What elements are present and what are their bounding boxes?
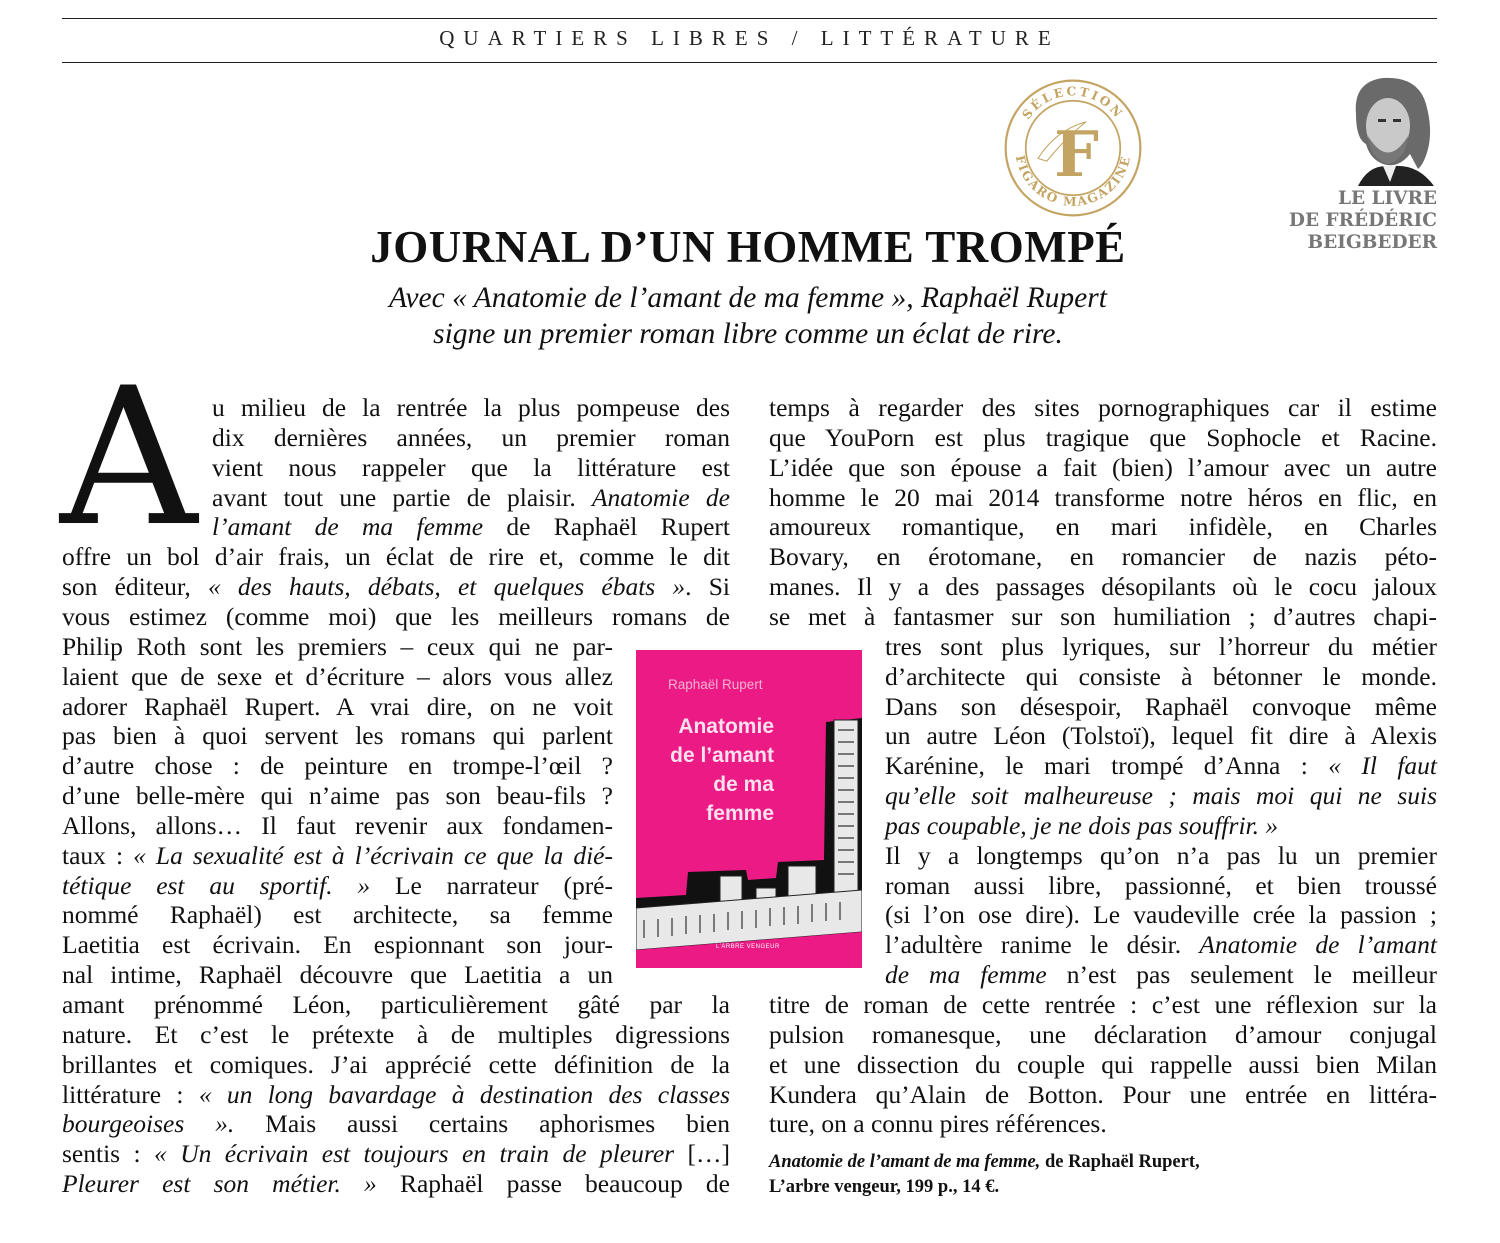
right-column-line	[769, 602, 1437, 631]
right-column-line	[769, 453, 1437, 482]
drop-cap: A	[60, 347, 198, 568]
text-run: l’adultère ranime le désir.	[885, 930, 1200, 960]
text-run: de Raphaël Rupert	[483, 512, 730, 542]
text-run: n’est pas seulement le meilleur	[1046, 960, 1437, 990]
text-run: d’autre chose : de peinture en trompe-l’œil ?	[62, 751, 613, 781]
text-run: homme le 20 mai 2014 transforme notre héros en flic, en	[769, 482, 1437, 512]
cover-title-line: Anatomie	[678, 715, 774, 738]
text-run: Bovary, en érotomane, en romancier de nazis péto-	[769, 542, 1437, 572]
text-run: . Si	[685, 572, 730, 602]
section-rubric: QUARTIERS LIBRES / LITTÉRATURE	[439, 26, 1060, 50]
italic-text-run: de ma femme	[885, 960, 1047, 990]
italic-text-run: qu’elle soit malheureuse ; mais moi qui ne suis	[885, 781, 1437, 811]
right-column-line	[769, 1109, 1437, 1138]
italic-text-run: « un long bavardage à destination des classes	[198, 1079, 731, 1109]
text-run: temps à regarder des sites pornographiques car il estime	[769, 393, 1437, 422]
left-column-line	[62, 781, 613, 810]
text-run: Philip Roth sont les premiers – ceux qui ne par-	[62, 631, 613, 661]
subtitle-line: signe un premier roman libre comme un éclat de rire.	[433, 318, 1063, 350]
italic-text-run: « La sexualité est à l’écrivain ce que la dié-	[133, 840, 613, 870]
cover-title-line: de l’amant	[670, 744, 774, 767]
right-column-line	[885, 781, 1437, 810]
text-run: Dans son désespoir, Raphaël convoque même	[885, 691, 1437, 721]
italic-text-run: Pleurer est son métier. »	[62, 1169, 377, 1199]
text-run: d’architecte qui consiste à bétonner le monde.	[885, 661, 1437, 691]
text-run: titre de roman de cette rentrée : c’est une réflexion sur la	[769, 990, 1437, 1019]
left-column-line	[62, 1139, 730, 1168]
text-run: Kundera qu’Alain de Botton. Pour une entrée en littéra-	[769, 1079, 1437, 1109]
right-column-line	[885, 960, 1437, 989]
italic-text-run: Anatomie de	[591, 482, 730, 512]
text-run: sentis :	[62, 1139, 155, 1169]
left-column-line	[62, 751, 613, 780]
book-reference-title: Anatomie de l’amant de ma femme,	[769, 1152, 1041, 1172]
italic-text-run: l’amant de ma femme	[212, 512, 484, 542]
left-column-line	[212, 393, 730, 422]
top-rule	[62, 18, 1437, 19]
left-column-line	[62, 602, 730, 631]
text-run: Le narrateur (pré-	[370, 870, 613, 900]
right-column-line	[885, 811, 1437, 840]
cover-publisher: L’ARBRE VENGEUR	[716, 944, 780, 950]
italic-text-run: Anatomie de l’amant	[1199, 930, 1437, 960]
text-run: Karénine, le mari trompé d’Anna :	[885, 751, 1329, 781]
left-column-line	[62, 930, 613, 959]
text-run: manes. Il y a des passages désopilants où le cocu jaloux	[769, 572, 1437, 602]
cover-title-line: femme	[706, 802, 774, 825]
right-column-line	[769, 990, 1437, 1019]
book-reference-author: de Raphaël Rupert,	[1040, 1152, 1200, 1172]
byline-line: BEIGBEDER	[1307, 232, 1437, 253]
seal-letter: F	[1054, 117, 1099, 191]
right-column-line	[885, 692, 1437, 721]
text-run: ture, on a connu pires références.	[769, 1109, 1107, 1139]
right-column-line	[769, 1050, 1437, 1079]
text-run: laient que de sexe et d’écriture – alors vous allez	[62, 661, 613, 691]
figaro-magazine-seal-icon	[1003, 78, 1143, 218]
article-subtitle	[200, 280, 1296, 352]
left-column-line	[62, 1020, 730, 1049]
subtitle-line: Avec « Anatomie de l’amant de ma femme », Raphaël Rupert	[389, 282, 1107, 314]
text-run: offre un bol d’air frais, un éclat de rire et, comme le dit	[62, 542, 730, 572]
text-run: nature. Et c’est le prétexte à de multiples digressions	[62, 1019, 730, 1049]
cover-author: Raphaël Rupert	[668, 677, 763, 692]
left-column-line	[212, 453, 730, 482]
left-column-line	[62, 841, 613, 870]
italic-text-run: bourgeoises ».	[62, 1109, 235, 1139]
text-run: vous estimez (comme moi) que les meilleurs romans de	[62, 601, 730, 631]
text-run: vient nous rappeler que la littérature est	[212, 452, 730, 482]
author-portrait-icon	[1338, 74, 1438, 186]
left-column-line	[62, 721, 613, 750]
left-column-line	[212, 512, 730, 541]
left-column-line	[62, 960, 613, 989]
book-reference-details: L’arbre vengeur, 199 p., 14 €.	[769, 1177, 1000, 1197]
seal-bottom-text: FIGARO MAGAZINE	[1012, 153, 1134, 210]
seal-top-text: SÉLECTION	[1018, 83, 1128, 122]
text-run: pulsion romanesque, une déclaration d’amour conjugal	[769, 1019, 1437, 1049]
text-run: et une dissection du couple qui rappelle aussi bien Milan	[769, 1049, 1437, 1079]
left-column-line	[62, 871, 613, 900]
text-run: Laetitia est écrivain. En espionnant son jour-	[62, 930, 613, 960]
left-column-line	[62, 572, 730, 601]
text-run: nal intime, Raphaël découvre que Laetitia a un	[62, 960, 613, 990]
text-run: avant tout une partie de plaisir.	[212, 482, 592, 512]
book-reference	[769, 1150, 1200, 1200]
text-run: tres sont plus lyriques, sur l’horreur du métier	[885, 631, 1437, 661]
italic-text-run: « Un écrivain est toujours en train de pleurer	[154, 1139, 675, 1169]
text-run: d’une belle-mère qui n’aime pas son beau-fils ?	[62, 781, 613, 811]
left-column-line	[62, 542, 730, 571]
text-run: roman aussi libre, passionné, et bien troussé	[885, 870, 1437, 900]
text-run: son éditeur,	[62, 572, 208, 602]
right-column-line	[769, 512, 1437, 541]
left-column-line	[212, 423, 730, 452]
text-run: amoureux romantique, en mari infidèle, en Charles	[769, 512, 1437, 542]
italic-text-run: pas coupable, je ne dois pas souffrir. »	[885, 810, 1279, 840]
text-run: taux :	[62, 840, 134, 870]
left-column-line	[212, 483, 730, 512]
right-column-line	[885, 662, 1437, 691]
right-column-line	[885, 751, 1437, 780]
book-cover-image	[636, 650, 862, 968]
text-run: dix dernières années, un premier roman	[212, 422, 730, 452]
text-run: Raphaël passe beaucoup de	[376, 1169, 730, 1199]
byline-line: DE FRÉDÉRIC	[1288, 210, 1437, 231]
cover-title	[670, 712, 774, 828]
left-column-line	[62, 1169, 730, 1198]
italic-text-run: « Il faut	[1328, 751, 1437, 781]
left-column-line	[62, 1109, 730, 1138]
left-column-line	[62, 990, 730, 1019]
left-column-line	[62, 632, 613, 661]
text-run: L’idée que son épouse a fait (bien) l’amour avec un autre	[769, 452, 1437, 482]
text-run: nommé Raphaël) est architecte, sa femme	[62, 900, 613, 930]
right-column-line	[769, 1020, 1437, 1049]
text-run: Mais aussi certains aphorismes bien	[234, 1109, 730, 1139]
right-column-line	[769, 1080, 1437, 1109]
left-column-line	[62, 811, 613, 840]
text-run: (si l’on ose dire). Le vaudeville crée la passion ;	[885, 900, 1437, 930]
italic-text-run: « des hauts, débats, et quelques ébats »	[207, 572, 686, 602]
text-run: Allons, allons… Il faut revenir aux fondamen-	[62, 810, 613, 840]
right-column-line	[885, 871, 1437, 900]
text-run: amant prénommé Léon, particulièrement gâté par la	[62, 990, 730, 1019]
text-run: u milieu de la rentrée la plus pompeuse des	[212, 393, 730, 422]
right-column-line	[769, 393, 1437, 422]
italic-text-run: tétique est au sportif. »	[62, 870, 371, 900]
cover-title-line: de ma	[713, 773, 774, 796]
header-rule	[62, 62, 1437, 63]
text-run: Il y a longtemps qu’on n’a pas lu un premier	[885, 840, 1437, 870]
text-run: un autre Léon (Tolstoï), lequel fit dire à Alexis	[885, 721, 1437, 751]
right-column-line	[885, 632, 1437, 661]
right-column-line	[885, 930, 1437, 959]
right-column-line	[769, 423, 1437, 452]
left-column-line	[62, 692, 613, 721]
left-column-line	[62, 662, 613, 691]
text-run: […]	[674, 1139, 731, 1169]
text-run: se met à fantasmer sur son humiliation ; d’autres chapi-	[769, 601, 1437, 631]
text-run: que YouPorn est plus tragique que Sophocle et Racine.	[769, 422, 1437, 452]
byline-line: LE LIVRE	[1337, 188, 1437, 209]
right-column-line	[769, 483, 1437, 512]
left-column-line	[62, 1050, 730, 1079]
article-title: JOURNAL D’UN HOMME TROMPÉ	[370, 222, 1126, 272]
left-column-line	[62, 1080, 730, 1109]
text-run: adorer Raphaël Rupert. A vrai dire, on ne voit	[62, 691, 613, 721]
text-run: brillantes et comiques. J’ai apprécié cette définition de la	[62, 1049, 730, 1079]
column-byline	[1289, 188, 1437, 254]
right-column-line	[769, 572, 1437, 601]
right-column-line	[885, 841, 1437, 870]
right-column-line	[769, 542, 1437, 571]
right-column-line	[885, 900, 1437, 929]
left-column-line	[62, 900, 613, 929]
right-column-line	[885, 721, 1437, 750]
text-run: littérature :	[62, 1079, 199, 1109]
text-run: pas bien à quoi servent les romans qui parlent	[62, 721, 613, 751]
